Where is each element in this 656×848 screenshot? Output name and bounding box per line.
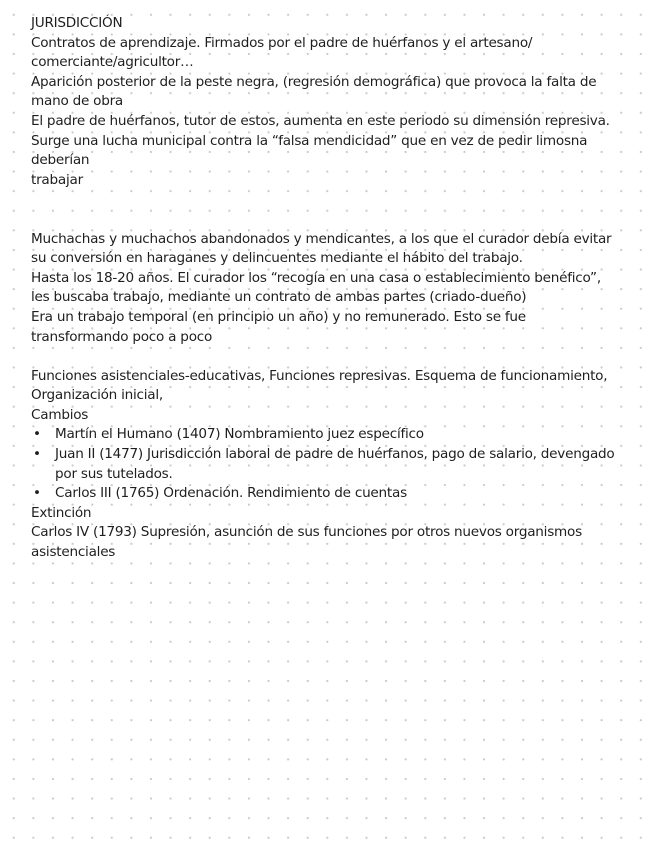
functions-line: Funciones asistenciales-educativas, Funciones represivas. Esquema de funcionamiento, Organización inicial, [31,367,608,404]
note-line: Muchachas y muchachos abandonados y mendicantes, a los que el curador debía evitar su conversión en haraganes y delincuentes mediante el hábito del trabajo. [31,230,612,267]
list-item-text: Juan II (1477) Jurisdicción laboral de padre de huérfanos, pago de salario, devengado por sus tutelados. [55,446,615,482]
list-item [31,425,621,445]
bullet-icon: • [33,426,41,443]
extinction-heading: Extinción [31,504,92,521]
changes-heading: Cambios [31,406,89,423]
list-item [31,484,621,504]
bullet-icon: • [33,446,41,463]
note-line: trabajar [31,171,83,188]
note-line: El padre de huérfanos, tutor de estos, aumenta en este periodo su dimensión represiva. [31,112,610,129]
notes-body [31,14,621,563]
note-line: Aparición posterior de la peste negra, (regresión demográfica) que provoca la falta de mano de obra [31,73,597,110]
bullet-icon: • [33,485,41,502]
note-line: Contratos de aprendizaje. Firmados por el padre de huérfanos y el artesano/ comerciante/agricultor… [31,34,533,71]
blank-gap [31,190,621,229]
note-line: Era un trabajo temporal (en principio un año) y no remunerado. Esto se fue transformando poco a poco [31,308,526,345]
blank-gap [31,347,621,367]
changes-list [31,425,621,503]
note-line: Surge una lucha municipal contra la “falsa mendicidad” que en vez de pedir limosna deberían [31,132,588,169]
note-title: JURISDICCIÓN [31,15,123,31]
list-item [31,445,621,484]
note-line: Carlos IV (1793) Supresión, asunción de sus funciones por otros nuevos organismos asistenciales [31,524,582,561]
list-item-text: Carlos III (1765) Ordenación. Rendimiento de cuentas [55,485,407,502]
list-item-text: Martín el Humano (1407) Nombramiento juez específico [55,426,424,443]
note-line: Hasta los 18-20 años. El curador los “recogía en una casa o establecimiento benéfico”, les buscaba trabajo, mediante un contrato de ambas partes (criado-dueño) [31,269,601,306]
